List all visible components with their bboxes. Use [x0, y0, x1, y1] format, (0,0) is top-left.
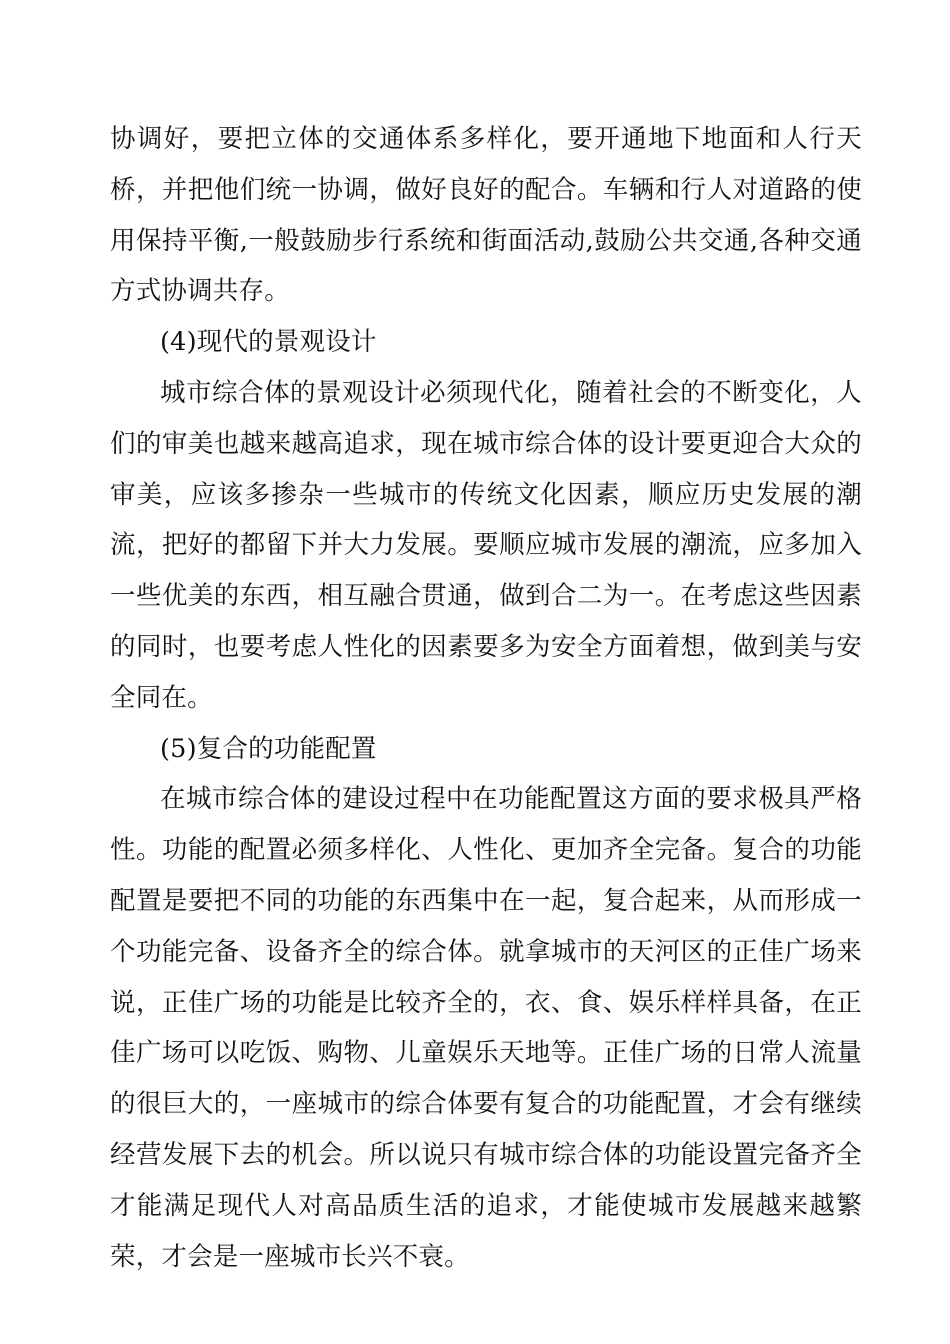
document-page	[110, 114, 862, 1282]
section-heading-function-configuration: (5)复合的功能配置	[160, 733, 377, 764]
paragraph-function-configuration: 在城市综合体的建设过程中在功能配置这方面的要求极具严格性。功能的配置必须多样化、人性化、更加齐全完备。复合的功能配置是要把不同的功能的东西集中在一起，复合起来，从而形成一个功能完备、设备齐全的综合体。就拿城市的天河区的正佳广场来说，正佳广场的功能是比较齐全的，衣、食、娱乐样样具备，在正佳广场可以吃饭、购物、儿童娱乐天地等。正佳广场的日常人流量的很巨大的，一座城市的综合体要有复合的功能配置，才会有继续经营发展下去的机会。所以说只有城市综合体的功能设置完备齐全才能满足现代人对高品质生活的追求，才能使城市发展越来越繁荣，才会是一座城市长兴不衰。	[110, 784, 862, 1272]
section-heading-landscape-design: (4)现代的景观设计	[160, 327, 377, 358]
paragraph-traffic-coordination: 协调好，要把立体的交通体系多样化，要开通地下地面和人行天桥，并把他们统一协调，做好良好的配合。车辆和行人对道路的使用保持平衡,一般鼓励步行系统和街面活动,鼓励公共交通,各种交通方式协调共存。	[110, 124, 862, 307]
paragraph-landscape-design: 城市综合体的景观设计必须现代化，随着社会的不断变化，人们的审美也越来越高追求，现在城市综合体的设计要更迎合大众的审美，应该多掺杂一些城市的传统文化因素，顺应历史发展的潮流，把好的都留下并大力发展。要顺应城市发展的潮流，应多加入一些优美的东西，相互融合贯通，做到合二为一。在考虑这些因素的同时，也要考虑人性化的因素要多为安全方面着想，做到美与安全同在。	[110, 377, 862, 713]
